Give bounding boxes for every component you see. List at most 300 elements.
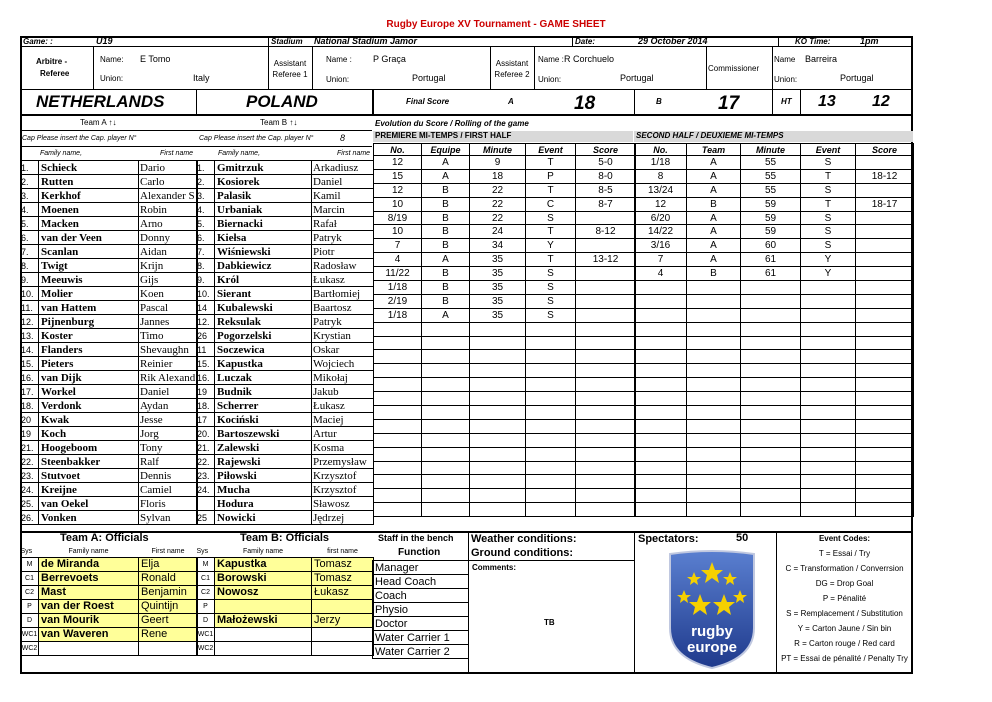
comment-value: TB: [544, 618, 555, 627]
event-cell: [801, 364, 856, 378]
event-cell: B: [422, 197, 470, 211]
event-cell: [801, 503, 856, 517]
event-cell: [856, 294, 914, 308]
event-cell: 5-0: [576, 156, 636, 170]
event-cell: 13/24: [635, 183, 687, 197]
player-family-name: Flanders: [39, 343, 139, 357]
event-cell: [635, 461, 687, 475]
event-cell: T: [801, 169, 856, 183]
player-number: [197, 497, 215, 511]
referee-union-label: Union:: [100, 74, 124, 83]
comm-union: Portugal: [840, 73, 874, 83]
player-number: 18.: [197, 399, 215, 413]
event-cell: [856, 336, 914, 350]
event-cell: [422, 419, 470, 433]
staff-function: Coach: [373, 589, 469, 603]
table-row: [197, 287, 374, 301]
event-cell: S: [526, 211, 576, 225]
events-column-header: Minute: [741, 144, 801, 156]
event-cell: [374, 433, 422, 447]
player-number: 15.: [21, 357, 39, 371]
table-row: [635, 364, 914, 378]
official-family-name: van Mourik: [39, 613, 139, 627]
table-row: [197, 441, 374, 455]
player-family-name: Kociński: [215, 413, 312, 427]
ar2-name-label: Name :: [538, 55, 564, 64]
first-b-header: First name: [337, 150, 371, 157]
event-cell: [576, 294, 636, 308]
official-family-name: de Miranda: [39, 557, 139, 571]
player-first-name: Jakub: [312, 385, 374, 399]
player-first-name: Krzysztof: [312, 469, 374, 483]
official-family-name: Berrevoets: [39, 571, 139, 585]
table-row: [373, 561, 469, 575]
event-cell: [635, 294, 687, 308]
event-cell: [801, 461, 856, 475]
table-row: [21, 245, 198, 259]
player-first-name: Pascal: [139, 301, 198, 315]
event-cell: B: [422, 294, 470, 308]
event-cell: A: [687, 253, 741, 267]
table-row: [635, 406, 914, 420]
table-row: [374, 239, 636, 253]
ar2-label: Assistant Referee 2: [494, 59, 530, 79]
event-cell: [576, 378, 636, 392]
event-cell: 61: [741, 253, 801, 267]
table-row: [373, 631, 469, 645]
player-first-name: Arkadiusz: [312, 161, 374, 175]
event-cell: [856, 489, 914, 503]
team-b-label-text: Team B: [260, 118, 288, 127]
player-number: 19: [197, 385, 215, 399]
score-a-label: A: [508, 97, 514, 106]
player-number: 10.: [21, 287, 39, 301]
officials-column-header: Family name: [242, 547, 284, 555]
event-cell: [576, 489, 636, 503]
player-number: 17.: [21, 385, 39, 399]
events-column-header: Score: [856, 144, 914, 156]
event-cell: [374, 489, 422, 503]
ar2-union-label: Union:: [538, 75, 562, 84]
event-cell: [635, 503, 687, 517]
player-first-name: Ralf: [139, 455, 198, 469]
event-cell: 35: [470, 281, 526, 295]
player-family-name: Luczak: [215, 371, 312, 385]
player-number: 5.: [21, 217, 39, 231]
player-family-name: Rutten: [39, 175, 139, 189]
player-number: 14: [197, 301, 215, 315]
player-family-name: Piłowski: [215, 469, 312, 483]
player-family-name: Soczewica: [215, 343, 312, 357]
player-family-name: Koster: [39, 329, 139, 343]
table-row: [373, 617, 469, 631]
events-column-header: Minute: [470, 144, 526, 156]
event-cell: [856, 433, 914, 447]
staff-function: Water Carrier 2: [373, 645, 469, 659]
event-cell: [856, 392, 914, 406]
player-family-name: Sierant: [215, 287, 312, 301]
event-cell: [635, 378, 687, 392]
table-row: [197, 273, 374, 287]
event-cell: [687, 294, 741, 308]
table-row: [21, 273, 198, 287]
team-b-name: POLAND: [246, 92, 318, 111]
table-row: [197, 427, 374, 441]
table-row: [197, 203, 374, 217]
event-cell: [526, 406, 576, 420]
player-family-name: Kosiorek: [215, 175, 312, 189]
player-family-name: Koch: [39, 427, 139, 441]
event-cell: [741, 406, 801, 420]
player-family-name: Palasik: [215, 189, 312, 203]
table-row: [635, 156, 914, 170]
player-number: 24.: [197, 483, 215, 497]
table-row: [21, 203, 198, 217]
player-family-name: Pieters: [39, 357, 139, 371]
event-cell: 1/18: [635, 156, 687, 170]
event-cell: [470, 392, 526, 406]
event-cell: [526, 392, 576, 406]
event-cell: [470, 461, 526, 475]
event-cell: [741, 364, 801, 378]
event-cell: [741, 433, 801, 447]
event-cell: S: [526, 281, 576, 295]
official-first-name: [139, 641, 198, 655]
sort-arrows-icon[interactable]: ↑↓: [108, 118, 117, 127]
official-first-name: Tomasz: [312, 557, 374, 571]
event-cell: [576, 350, 636, 364]
events-column-header: Event: [801, 144, 856, 156]
event-cell: [856, 419, 914, 433]
score-b-label: B: [656, 97, 662, 106]
player-family-name: Vonken: [39, 511, 139, 525]
player-first-name: Oskar: [312, 343, 374, 357]
event-cell: [741, 294, 801, 308]
player-family-name: Hodura: [215, 497, 312, 511]
event-cell: [374, 503, 422, 517]
team-b-roster: [196, 160, 374, 525]
table-row: [197, 245, 374, 259]
comm-union-label: Union:: [774, 75, 798, 84]
family-a-header: Family name,: [40, 150, 83, 157]
player-family-name: Steenbakker: [39, 455, 139, 469]
first-a-header: First name: [160, 150, 194, 157]
sort-arrows-icon[interactable]: ↑↓: [289, 118, 298, 127]
table-row: [635, 447, 914, 461]
player-first-name: Daniel: [139, 385, 198, 399]
officials-column-header: first name: [327, 547, 358, 555]
event-cell: 35: [470, 253, 526, 267]
official-first-name: Benjamin: [139, 585, 198, 599]
table-row: [197, 371, 374, 385]
event-cell: S: [801, 156, 856, 170]
event-cell: 22: [470, 211, 526, 225]
player-first-name: Tony: [139, 441, 198, 455]
player-number: 7.: [21, 245, 39, 259]
player-number: 20: [21, 413, 39, 427]
event-cell: 55: [741, 183, 801, 197]
player-first-name: Aidan: [139, 245, 198, 259]
table-row: [635, 433, 914, 447]
event-cell: [526, 447, 576, 461]
event-cell: S: [801, 211, 856, 225]
event-cell: [856, 156, 914, 170]
event-cell: [526, 378, 576, 392]
event-cell: [687, 489, 741, 503]
commissioner-label: Commissioner: [708, 64, 760, 73]
official-first-name: Geert: [139, 613, 198, 627]
official-role: WC2: [21, 641, 39, 655]
event-cell: [687, 461, 741, 475]
referee-union: Italy: [193, 73, 210, 83]
event-cell: 7: [374, 239, 422, 253]
player-first-name: Patryk: [312, 231, 374, 245]
ht-label: HT: [781, 97, 792, 106]
event-cell: A: [687, 169, 741, 183]
table-row: [373, 645, 469, 659]
player-number: 9.: [21, 273, 39, 287]
event-cell: T: [526, 253, 576, 267]
player-number: 16.: [197, 371, 215, 385]
weather-label: Weather conditions:: [471, 533, 577, 545]
event-cell: 18-17: [856, 197, 914, 211]
player-first-name: Reinier: [139, 357, 198, 371]
table-row: [197, 385, 374, 399]
event-cell: [856, 239, 914, 253]
event-cell: [856, 503, 914, 517]
officials-header-row: [197, 546, 374, 557]
final-score-b: 17: [718, 93, 740, 114]
official-first-name: Ronald: [139, 571, 198, 585]
event-cell: 59: [741, 225, 801, 239]
table-row: [635, 336, 914, 350]
player-family-name: Workel: [39, 385, 139, 399]
player-number: 26: [197, 329, 215, 343]
event-cell: 8/19: [374, 211, 422, 225]
event-cell: [576, 239, 636, 253]
event-cell: B: [687, 267, 741, 281]
event-cell: [741, 350, 801, 364]
event-cell: S: [801, 225, 856, 239]
event-cell: [374, 350, 422, 364]
table-row: [374, 461, 636, 475]
event-cell: [422, 461, 470, 475]
player-first-name: Marcin: [312, 203, 374, 217]
table-row: [21, 385, 198, 399]
event-cell: 1/18: [374, 308, 422, 322]
official-family-name: [215, 627, 312, 641]
event-cell: Y: [526, 239, 576, 253]
player-first-name: Carlo: [139, 175, 198, 189]
player-number: 3.: [197, 189, 215, 203]
event-cell: 2/19: [374, 294, 422, 308]
event-cell: [687, 336, 741, 350]
event-cell: [526, 364, 576, 378]
event-cell: [801, 447, 856, 461]
player-family-name: Kiełsa: [215, 231, 312, 245]
event-cell: [687, 392, 741, 406]
table-row: [21, 287, 198, 301]
event-code-item: S = Remplacement / Substitution: [786, 610, 903, 618]
ko-value: 1pm: [860, 36, 879, 46]
table-row: [635, 197, 914, 211]
official-first-name: [312, 627, 374, 641]
ar1-label: Assistant Referee 1: [272, 59, 308, 79]
event-cell: 1/18: [374, 281, 422, 295]
player-first-name: Sławosz: [312, 497, 374, 511]
staff-function-label: Function: [398, 547, 441, 558]
table-row: [635, 419, 914, 433]
event-cell: [422, 392, 470, 406]
event-cell: [576, 503, 636, 517]
table-row: [197, 571, 374, 585]
event-cell: [374, 447, 422, 461]
table-row: [374, 267, 636, 281]
official-first-name: [312, 641, 374, 655]
spectators-value: 50: [736, 532, 749, 544]
table-row: [21, 511, 198, 525]
event-cell: [576, 392, 636, 406]
player-number: 2.: [21, 175, 39, 189]
official-family-name: Mast: [39, 585, 139, 599]
player-family-name: Kerkhof: [39, 189, 139, 203]
event-cell: [526, 350, 576, 364]
team-a-officials-title: Team A: Officials: [60, 532, 149, 544]
event-cell: [856, 308, 914, 322]
player-number: 12.: [197, 315, 215, 329]
table-row: [373, 589, 469, 603]
player-family-name: Pijnenburg: [39, 315, 139, 329]
event-cell: [856, 281, 914, 295]
player-first-name: Artur: [312, 427, 374, 441]
official-role: C1: [197, 571, 215, 585]
event-cell: [687, 364, 741, 378]
ar1-union: Portugal: [412, 73, 446, 83]
player-first-name: Przemysław: [312, 455, 374, 469]
player-first-name: Kosma: [312, 441, 374, 455]
official-role: C2: [21, 585, 39, 599]
table-row: [21, 231, 198, 245]
player-first-name: Radosław: [312, 259, 374, 273]
player-first-name: Camiel: [139, 483, 198, 497]
table-row: [374, 503, 636, 517]
player-family-name: Schieck: [39, 161, 139, 175]
team-b-officials: [196, 546, 374, 656]
events-header-row: [374, 144, 636, 156]
event-cell: [856, 378, 914, 392]
table-row: [197, 483, 374, 497]
event-cell: [470, 433, 526, 447]
table-row: [635, 308, 914, 322]
ht-score-b: 12: [872, 93, 890, 110]
player-first-name: Robin: [139, 203, 198, 217]
event-cell: Y: [801, 253, 856, 267]
player-family-name: Król: [215, 273, 312, 287]
cap-b-value: 8: [340, 133, 346, 143]
official-first-name: [312, 599, 374, 613]
table-row: [374, 350, 636, 364]
table-row: [635, 239, 914, 253]
player-family-name: Meeuwis: [39, 273, 139, 287]
player-number: 16.: [21, 371, 39, 385]
player-family-name: Reksulak: [215, 315, 312, 329]
player-first-name: Shevaughn: [139, 343, 198, 357]
logo-line-1: rugby: [691, 623, 733, 640]
player-family-name: Stutvoet: [39, 469, 139, 483]
event-cell: 4: [635, 267, 687, 281]
table-row: [197, 469, 374, 483]
player-number: 23.: [197, 469, 215, 483]
event-cell: [687, 378, 741, 392]
player-number: 9.: [197, 273, 215, 287]
event-cell: [687, 350, 741, 364]
event-cell: [576, 308, 636, 322]
staff-function: Doctor: [373, 617, 469, 631]
evolution-title: Evolution du Score / Rolling of the game: [375, 119, 529, 128]
event-cell: [576, 267, 636, 281]
event-code-item: DG = Drop Goal: [815, 580, 874, 588]
event-cell: [422, 378, 470, 392]
event-cell: [687, 322, 741, 336]
table-row: [21, 329, 198, 343]
second-half-events: [634, 143, 914, 517]
event-cell: B: [687, 197, 741, 211]
event-cell: [635, 281, 687, 295]
event-cell: [856, 350, 914, 364]
player-number: 25: [197, 511, 215, 525]
event-cell: [856, 406, 914, 420]
event-cell: 59: [741, 197, 801, 211]
table-row: [374, 308, 636, 322]
events-header-row: [635, 144, 914, 156]
event-cell: [470, 350, 526, 364]
table-row: [373, 575, 469, 589]
player-family-name: Bartoszewski: [215, 427, 312, 441]
player-first-name: Krijn: [139, 259, 198, 273]
table-row: [374, 406, 636, 420]
table-row: [635, 461, 914, 475]
official-family-name: Małożewski: [215, 613, 312, 627]
table-row: [374, 225, 636, 239]
table-row: [635, 225, 914, 239]
event-cell: [576, 336, 636, 350]
player-first-name: Krzysztof: [312, 483, 374, 497]
event-cell: [741, 322, 801, 336]
ar1-name-label: Name :: [326, 55, 352, 64]
event-cell: [741, 419, 801, 433]
official-first-name: Tomasz: [312, 571, 374, 585]
player-number: 13.: [21, 329, 39, 343]
table-row: [21, 599, 198, 613]
event-cell: T: [526, 183, 576, 197]
table-row: [374, 253, 636, 267]
table-row: [21, 217, 198, 231]
comm-name-label: Name: [774, 55, 796, 64]
official-family-name: Kapustka: [215, 557, 312, 571]
player-number: 12.: [21, 315, 39, 329]
event-cell: [470, 364, 526, 378]
event-cell: [526, 419, 576, 433]
table-row: [21, 469, 198, 483]
player-number: 7.: [197, 245, 215, 259]
player-number: 20.: [197, 427, 215, 441]
player-first-name: Piotr: [312, 245, 374, 259]
final-score-label: Final Score: [406, 97, 450, 106]
event-cell: A: [687, 211, 741, 225]
official-role: C1: [21, 571, 39, 585]
event-cell: [374, 392, 422, 406]
event-cell: [856, 461, 914, 475]
